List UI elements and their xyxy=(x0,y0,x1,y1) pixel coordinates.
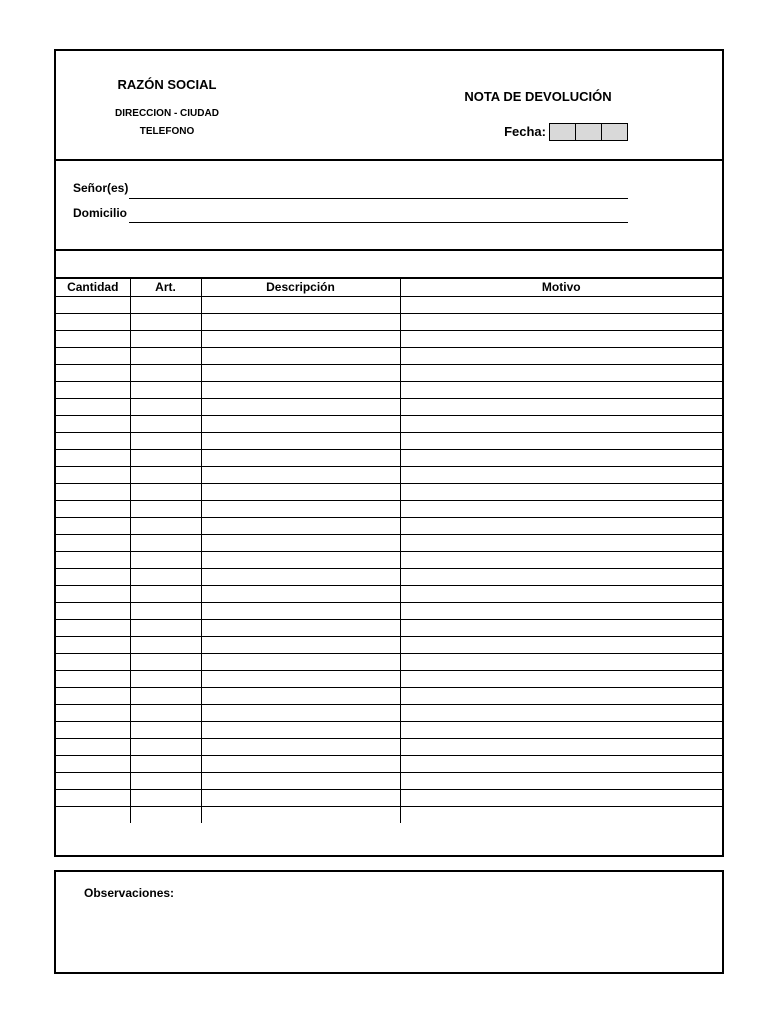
article-cell[interactable] xyxy=(130,704,201,721)
quantity-cell[interactable] xyxy=(56,517,130,534)
quantity-cell[interactable] xyxy=(56,347,130,364)
table-row xyxy=(56,330,722,347)
table-row xyxy=(56,738,722,755)
article-cell[interactable] xyxy=(130,670,201,687)
client-name-field[interactable] xyxy=(129,198,628,199)
article-cell[interactable] xyxy=(130,585,201,602)
article-cell[interactable] xyxy=(130,398,201,415)
quantity-cell[interactable] xyxy=(56,789,130,806)
items-table xyxy=(56,279,722,823)
table-row xyxy=(56,313,722,330)
return-note-form xyxy=(54,49,724,857)
description-cell[interactable] xyxy=(201,789,400,806)
article-cell[interactable] xyxy=(130,772,201,789)
table-row xyxy=(56,619,722,636)
description-cell[interactable] xyxy=(201,432,400,449)
description-cell[interactable] xyxy=(201,449,400,466)
article-cell[interactable] xyxy=(130,721,201,738)
reason-cell[interactable] xyxy=(400,619,722,636)
description-cell[interactable] xyxy=(201,568,400,585)
article-cell[interactable] xyxy=(130,568,201,585)
company-phone: TELEFONO xyxy=(139,126,195,137)
table-row xyxy=(56,687,722,704)
table-row xyxy=(56,483,722,500)
table-row xyxy=(56,398,722,415)
article-cell[interactable] xyxy=(130,483,201,500)
description-cell[interactable] xyxy=(201,500,400,517)
quantity-cell[interactable] xyxy=(56,806,130,823)
client-address-field[interactable] xyxy=(129,222,628,223)
article-cell[interactable] xyxy=(130,517,201,534)
table-row xyxy=(56,585,722,602)
table-row xyxy=(56,432,722,449)
column-header-article: Art. xyxy=(130,279,201,296)
table-row xyxy=(56,517,722,534)
quantity-cell[interactable] xyxy=(56,296,130,313)
description-cell[interactable] xyxy=(201,755,400,772)
description-cell[interactable] xyxy=(201,534,400,551)
quantity-cell[interactable] xyxy=(56,585,130,602)
column-header-description: Descripción xyxy=(201,279,400,296)
article-cell[interactable] xyxy=(130,789,201,806)
table-row xyxy=(56,602,722,619)
description-cell[interactable] xyxy=(201,687,400,704)
column-header-reason: Motivo xyxy=(400,279,722,296)
table-row xyxy=(56,636,722,653)
quantity-cell[interactable] xyxy=(56,755,130,772)
description-cell[interactable] xyxy=(201,551,400,568)
date-label: Fecha: xyxy=(504,124,546,139)
reason-cell[interactable] xyxy=(400,398,722,415)
table-row xyxy=(56,721,722,738)
reason-cell[interactable] xyxy=(400,670,722,687)
description-cell[interactable] xyxy=(201,653,400,670)
article-cell[interactable] xyxy=(130,551,201,568)
quantity-cell[interactable] xyxy=(56,619,130,636)
table-row xyxy=(56,534,722,551)
table-row xyxy=(56,789,722,806)
description-cell[interactable] xyxy=(201,636,400,653)
reason-cell[interactable] xyxy=(400,466,722,483)
description-cell[interactable] xyxy=(201,670,400,687)
table-header-row xyxy=(56,279,722,296)
quantity-cell[interactable] xyxy=(56,500,130,517)
description-cell[interactable] xyxy=(201,806,400,823)
quantity-cell[interactable] xyxy=(56,483,130,500)
reason-cell[interactable] xyxy=(400,534,722,551)
description-cell[interactable] xyxy=(201,721,400,738)
reason-cell[interactable] xyxy=(400,789,722,806)
observations-box[interactable] xyxy=(54,870,724,974)
date-year-field[interactable] xyxy=(601,123,628,141)
reason-cell[interactable] xyxy=(400,313,722,330)
article-cell[interactable] xyxy=(130,602,201,619)
reason-cell[interactable] xyxy=(400,636,722,653)
table-top-border xyxy=(56,277,722,279)
table-row xyxy=(56,755,722,772)
article-cell[interactable] xyxy=(130,347,201,364)
quantity-cell[interactable] xyxy=(56,449,130,466)
reason-cell[interactable] xyxy=(400,653,722,670)
table-row xyxy=(56,551,722,568)
reason-cell[interactable] xyxy=(400,449,722,466)
description-cell[interactable] xyxy=(201,704,400,721)
article-cell[interactable] xyxy=(130,330,201,347)
quantity-cell[interactable] xyxy=(56,687,130,704)
quantity-cell[interactable] xyxy=(56,738,130,755)
article-cell[interactable] xyxy=(130,687,201,704)
description-cell[interactable] xyxy=(201,364,400,381)
table-row xyxy=(56,704,722,721)
description-cell[interactable] xyxy=(201,466,400,483)
quantity-cell[interactable] xyxy=(56,364,130,381)
document-title: NOTA DE DEVOLUCIÓN xyxy=(464,89,612,104)
quantity-cell[interactable] xyxy=(56,704,130,721)
description-cell[interactable] xyxy=(201,619,400,636)
reason-cell[interactable] xyxy=(400,721,722,738)
table-row xyxy=(56,364,722,381)
quantity-cell[interactable] xyxy=(56,653,130,670)
article-cell[interactable] xyxy=(130,500,201,517)
table-row xyxy=(56,381,722,398)
reason-cell[interactable] xyxy=(400,772,722,789)
table-row xyxy=(56,466,722,483)
reason-cell[interactable] xyxy=(400,602,722,619)
quantity-cell[interactable] xyxy=(56,721,130,738)
article-cell[interactable] xyxy=(130,449,201,466)
table-row xyxy=(56,568,722,585)
description-cell[interactable] xyxy=(201,415,400,432)
reason-cell[interactable] xyxy=(400,330,722,347)
article-cell[interactable] xyxy=(130,466,201,483)
reason-cell[interactable] xyxy=(400,296,722,313)
reason-cell[interactable] xyxy=(400,347,722,364)
reason-cell[interactable] xyxy=(400,381,722,398)
description-cell[interactable] xyxy=(201,313,400,330)
reason-cell[interactable] xyxy=(400,568,722,585)
table-row xyxy=(56,653,722,670)
description-cell[interactable] xyxy=(201,602,400,619)
reason-cell[interactable] xyxy=(400,704,722,721)
quantity-cell[interactable] xyxy=(56,432,130,449)
table-row xyxy=(56,449,722,466)
quantity-cell[interactable] xyxy=(56,415,130,432)
description-cell[interactable] xyxy=(201,381,400,398)
quantity-cell[interactable] xyxy=(56,602,130,619)
column-header-quantity: Cantidad xyxy=(56,279,130,296)
description-cell[interactable] xyxy=(201,772,400,789)
description-cell[interactable] xyxy=(201,398,400,415)
client-divider xyxy=(56,249,722,251)
article-cell[interactable] xyxy=(130,296,201,313)
quantity-cell[interactable] xyxy=(56,330,130,347)
article-cell[interactable] xyxy=(130,636,201,653)
table-row xyxy=(56,347,722,364)
company-name: RAZÓN SOCIAL xyxy=(117,77,217,92)
description-cell[interactable] xyxy=(201,330,400,347)
reason-cell[interactable] xyxy=(400,585,722,602)
table-row xyxy=(56,670,722,687)
description-cell[interactable] xyxy=(201,738,400,755)
reason-cell[interactable] xyxy=(400,517,722,534)
reason-cell[interactable] xyxy=(400,738,722,755)
quantity-cell[interactable] xyxy=(56,568,130,585)
reason-cell[interactable] xyxy=(400,687,722,704)
reason-cell[interactable] xyxy=(400,755,722,772)
quantity-cell[interactable] xyxy=(56,636,130,653)
quantity-cell[interactable] xyxy=(56,670,130,687)
table-row xyxy=(56,500,722,517)
article-cell[interactable] xyxy=(130,364,201,381)
article-cell[interactable] xyxy=(130,755,201,772)
article-cell[interactable] xyxy=(130,806,201,823)
client-name-label: Señor(es) xyxy=(73,181,129,195)
company-address: DIRECCION - CIUDAD xyxy=(115,108,219,119)
table-row xyxy=(56,772,722,789)
reason-cell[interactable] xyxy=(400,432,722,449)
article-cell[interactable] xyxy=(130,313,201,330)
quantity-cell[interactable] xyxy=(56,772,130,789)
description-cell[interactable] xyxy=(201,296,400,313)
quantity-cell[interactable] xyxy=(56,398,130,415)
table-row xyxy=(56,296,722,313)
client-address-label: Domicilio xyxy=(73,206,128,220)
article-cell[interactable] xyxy=(130,653,201,670)
article-cell[interactable] xyxy=(130,432,201,449)
quantity-cell[interactable] xyxy=(56,466,130,483)
reason-cell[interactable] xyxy=(400,415,722,432)
article-cell[interactable] xyxy=(130,738,201,755)
header-divider xyxy=(56,159,722,161)
quantity-cell[interactable] xyxy=(56,534,130,551)
observations-label: Observaciones: xyxy=(84,886,175,900)
reason-cell[interactable] xyxy=(400,364,722,381)
quantity-cell[interactable] xyxy=(56,313,130,330)
date-month-field[interactable] xyxy=(575,123,602,141)
table-row xyxy=(56,806,722,823)
description-cell[interactable] xyxy=(201,347,400,364)
reason-cell[interactable] xyxy=(400,483,722,500)
reason-cell[interactable] xyxy=(400,806,722,823)
article-cell[interactable] xyxy=(130,381,201,398)
quantity-cell[interactable] xyxy=(56,551,130,568)
reason-cell[interactable] xyxy=(400,551,722,568)
quantity-cell[interactable] xyxy=(56,381,130,398)
article-cell[interactable] xyxy=(130,534,201,551)
article-cell[interactable] xyxy=(130,619,201,636)
description-cell[interactable] xyxy=(201,585,400,602)
reason-cell[interactable] xyxy=(400,500,722,517)
date-day-field[interactable] xyxy=(549,123,576,141)
description-cell[interactable] xyxy=(201,517,400,534)
table-row xyxy=(56,415,722,432)
article-cell[interactable] xyxy=(130,415,201,432)
description-cell[interactable] xyxy=(201,483,400,500)
